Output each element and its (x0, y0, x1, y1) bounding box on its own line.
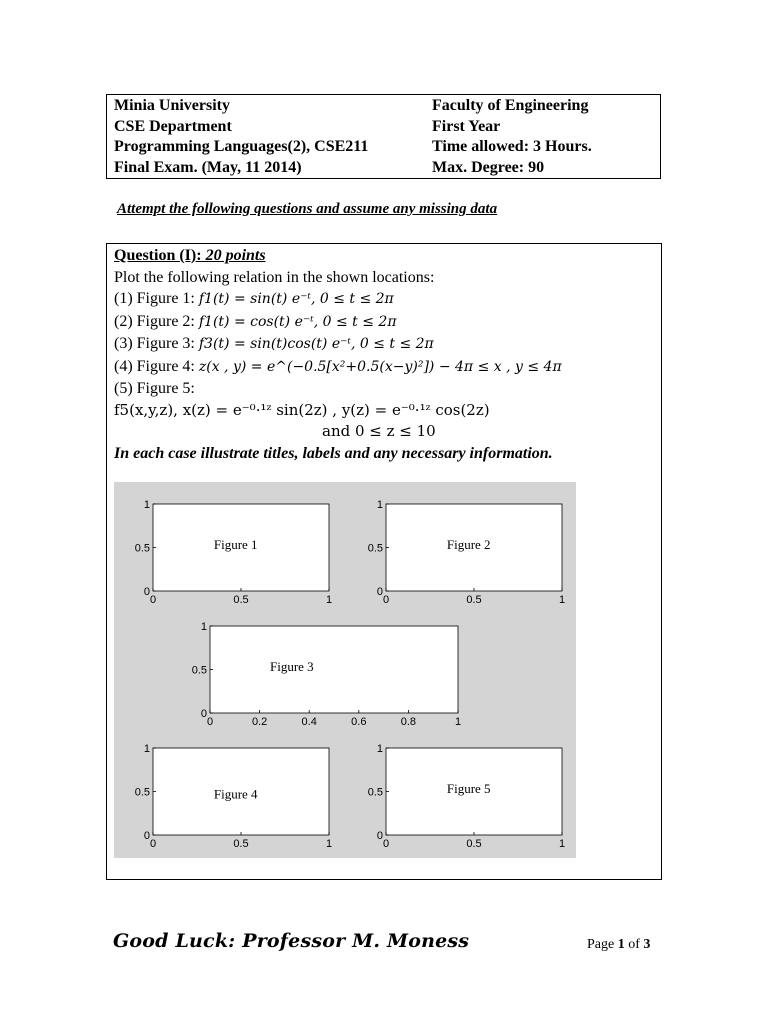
exam-header (106, 94, 661, 179)
y-tick-label: 0.5 (367, 786, 383, 799)
exam-date: Final Exam. (May, 11 2014) (114, 158, 302, 176)
question-heading (114, 245, 654, 267)
x-tick-label: 1 (325, 838, 333, 850)
y-tick-label: 1 (376, 743, 383, 755)
y-tick-label: 0 (376, 830, 383, 842)
y-tick-label: 0 (200, 708, 207, 720)
exam-instruction: Attempt the following questions and assume any missing data (117, 201, 498, 217)
y-tick-label: 0 (143, 830, 150, 842)
question-item-3: (3) Figure 3: f3(t) = sin(t)cos(t) e⁻ᵗ, 0 ≤ t ≤ 2π (114, 335, 434, 352)
y-tick-label: 1 (376, 499, 383, 511)
question-title: Question (I): 20 points (114, 247, 266, 264)
question-box (106, 243, 662, 880)
x-tick-label: 1 (558, 838, 566, 850)
x-tick-label: 0 (382, 838, 390, 850)
x-tick-label: 0.2 (251, 716, 268, 728)
header-left-column (114, 96, 368, 178)
x-tick-label: 0.8 (400, 716, 417, 728)
x-tick-label: 0 (206, 716, 214, 728)
figure-canvas (114, 482, 576, 858)
x-tick-label: 0.5 (466, 594, 482, 606)
x-tick-label: 1 (454, 716, 462, 728)
question-note: In each case illustrate titles, labels and any necessary information. (114, 444, 553, 462)
x-tick-label: 1 (325, 594, 333, 606)
question-item-2: (2) Figure 2: f1(t) = cos(t) e⁻ᵗ, 0 ≤ t ≤ 2π (114, 312, 397, 330)
x-tick-label: 0.6 (351, 716, 367, 728)
footer-signature: Good Luck: Professor M. Moness (113, 930, 470, 952)
equation-2: f1(t) = cos(t) e⁻ᵗ, 0 ≤ t ≤ 2π (198, 313, 397, 330)
x-tick-label: 0.5 (233, 594, 249, 606)
equation-1: f1(t) = sin(t) e⁻ᵗ, 0 ≤ t ≤ 2π (198, 291, 394, 307)
max-degree: Max. Degree: 90 (432, 158, 545, 176)
year-level: First Year (432, 117, 501, 135)
figure-3-axes (210, 626, 458, 713)
figure-4-panel (135, 743, 332, 850)
y-tick-label: 1 (143, 499, 150, 511)
equation-5-range: and 0 ≤ z ≤ 10 (322, 422, 436, 440)
page-number: Page 1 of 3 (587, 937, 651, 952)
figure-5-label: Figure 5 (446, 781, 491, 797)
figure-2-label: Figure 2 (446, 537, 491, 553)
x-tick-label: 0 (382, 594, 390, 606)
y-tick-label: 0.5 (134, 786, 150, 799)
question-item-4: (4) Figure 4: z(x , y) = e^(−0.5[x²+0.5(x−y)²]) − 4π ≤ x , y ≤ 4π (114, 357, 562, 375)
faculty-name: Faculty of Engineering (432, 97, 589, 114)
x-tick-label: 0 (149, 594, 157, 606)
figure-1-label: Figure 1 (213, 537, 258, 553)
figure-3-label: Figure 3 (269, 659, 314, 675)
y-tick-label: 1 (143, 743, 150, 755)
x-tick-label: 0 (149, 838, 157, 850)
y-tick-label: 0 (143, 586, 150, 598)
figure-1-panel (135, 499, 332, 606)
question-item-1: (1) Figure 1: f1(t) = sin(t) e⁻ᵗ, 0 ≤ t ≤ 2π (114, 290, 394, 307)
figure-3-panel (192, 621, 461, 728)
figure-5-panel (368, 743, 565, 850)
y-tick-label: 0.5 (134, 542, 150, 555)
university-name: Minia University (114, 97, 230, 114)
question-item-5: (5) Figure 5: (114, 380, 195, 397)
x-tick-label: 1 (558, 594, 566, 606)
question-points: 20 points (205, 247, 266, 264)
course-name: Programming Languages(2), CSE211 (114, 138, 369, 155)
x-tick-label: 0.4 (301, 716, 317, 728)
y-tick-label: 1 (200, 621, 207, 633)
y-tick-label: 0.5 (191, 664, 207, 677)
equation-5: f5(x,y,z), x(z) = e⁻⁰·¹ᶻ sin(2z) , y(z) = e⁻⁰·¹ᶻ cos(2z) (114, 400, 490, 419)
time-allowed: Time allowed: 3 Hours. (432, 138, 592, 155)
figure-4-label: Figure 4 (213, 786, 258, 802)
x-tick-label: 0.5 (233, 838, 249, 850)
figure-2-panel (368, 499, 565, 606)
header-right-column (432, 96, 592, 178)
y-tick-label: 0.5 (367, 542, 383, 555)
question-intro: Plot the following relation in the shown locations: (114, 268, 435, 286)
x-tick-label: 0.5 (466, 838, 482, 850)
y-tick-label: 0 (376, 586, 383, 598)
department-name: CSE Department (114, 117, 232, 135)
equation-3: f3(t) = sin(t)cos(t) e⁻ᵗ, 0 ≤ t ≤ 2π (198, 336, 434, 352)
figure-layout (114, 482, 576, 858)
question-text (114, 245, 654, 464)
equation-4: z(x , y) = e^(−0.5[x²+0.5(x−y)²]) − 4π ≤ x , y ≤ 4π (198, 358, 562, 375)
